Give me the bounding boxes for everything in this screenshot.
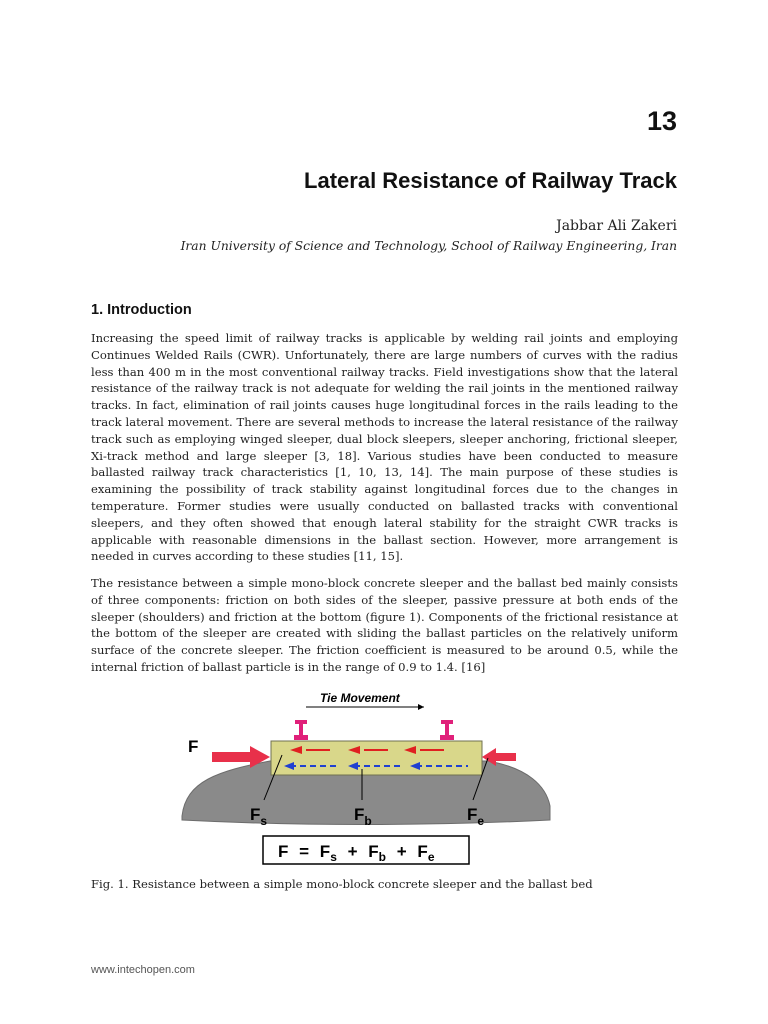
force-label: F <box>188 737 199 756</box>
paragraph-2: The resistance between a simple mono-block concrete sleeper and the ballast bed mainly consists of three components: friction on both sides of the sleeper, passive pressure at both ends of the sleeper (shoulders) and friction at the bottom (figure 1). Components of the frictional resistance at the bottom of the sleeper are created with sliding the ballast particles on the relatively uniform surface of the concrete sleeper. The friction coefficient is measured to be around 0.5, while the internal friction of ballast particle is in the range of 0.9 to 1.4. [16] <box>91 576 678 674</box>
tie-movement-label: Tie Movement <box>320 691 400 705</box>
rail-right <box>440 720 454 740</box>
fs-label: $F_s$ <box>250 805 268 828</box>
paragraph-1: Increasing the speed limit of railway tracks is applicable by welding rail joints and employing Continues Welded Rails (CWR). Unfortunately, there are large numbers of curves with the radius less than 400 m in the most conventional railway tracks. Field investigations show that the lateral resistance of the railway track is not adequate for welding the rail joints in the mentioned railway tracks. In fact, elimination of rail joints causes huge longitudinal forces in the rails leading to the track lateral movement. There are several methods to increase the lateral resistance of the railway track such as employing winged sleeper, dual block sleepers, sleeper anchoring, frictional sleeper, Xi-track method and large sleeper [3, 18]. Various studies have been conducted to measure ballasted railway track characteristics [1, 10, 13, 14]. The main purpose of these studies is examining the possibility of track stability against longitudinal forces due to the changes in temperature. Former studies were usually conducted on ballasted tracks with conventional sleepers, and they often showed that enough lateral stability for the straight CWR tracks is applicable with reasonable dimensions in the ballast section. However, more arrangement is needed in curves according to these studies [11, 15]. <box>91 331 678 564</box>
figure-1 <box>178 686 558 868</box>
fb-label: $F_b$ <box>354 805 372 828</box>
chapter-title: Lateral Resistance of Railway Track <box>304 168 677 193</box>
concrete-sleeper <box>271 741 482 775</box>
section-heading: 1. Introduction <box>91 302 192 318</box>
figure-caption: Fig. 1. Resistance between a simple mono-block concrete sleeper and the ballast bed <box>91 877 593 891</box>
rail-left <box>294 720 308 740</box>
chapter-number: 13 <box>646 106 677 136</box>
tie-movement-arrowhead <box>418 704 424 710</box>
author-affiliation: Iran University of Science and Technology, School of Railway Engineering, Iran <box>180 239 677 253</box>
equation: F = $F_s$ + $F_b$ + $F_e$ <box>278 842 435 864</box>
footer-url[interactable]: www.intechopen.com <box>91 964 195 976</box>
fe-label: $F_e$ <box>467 805 485 828</box>
equation-box <box>263 836 469 864</box>
author-name: Jabbar Ali Zakeri <box>556 218 677 234</box>
sleeper-resistance-diagram <box>178 686 558 868</box>
